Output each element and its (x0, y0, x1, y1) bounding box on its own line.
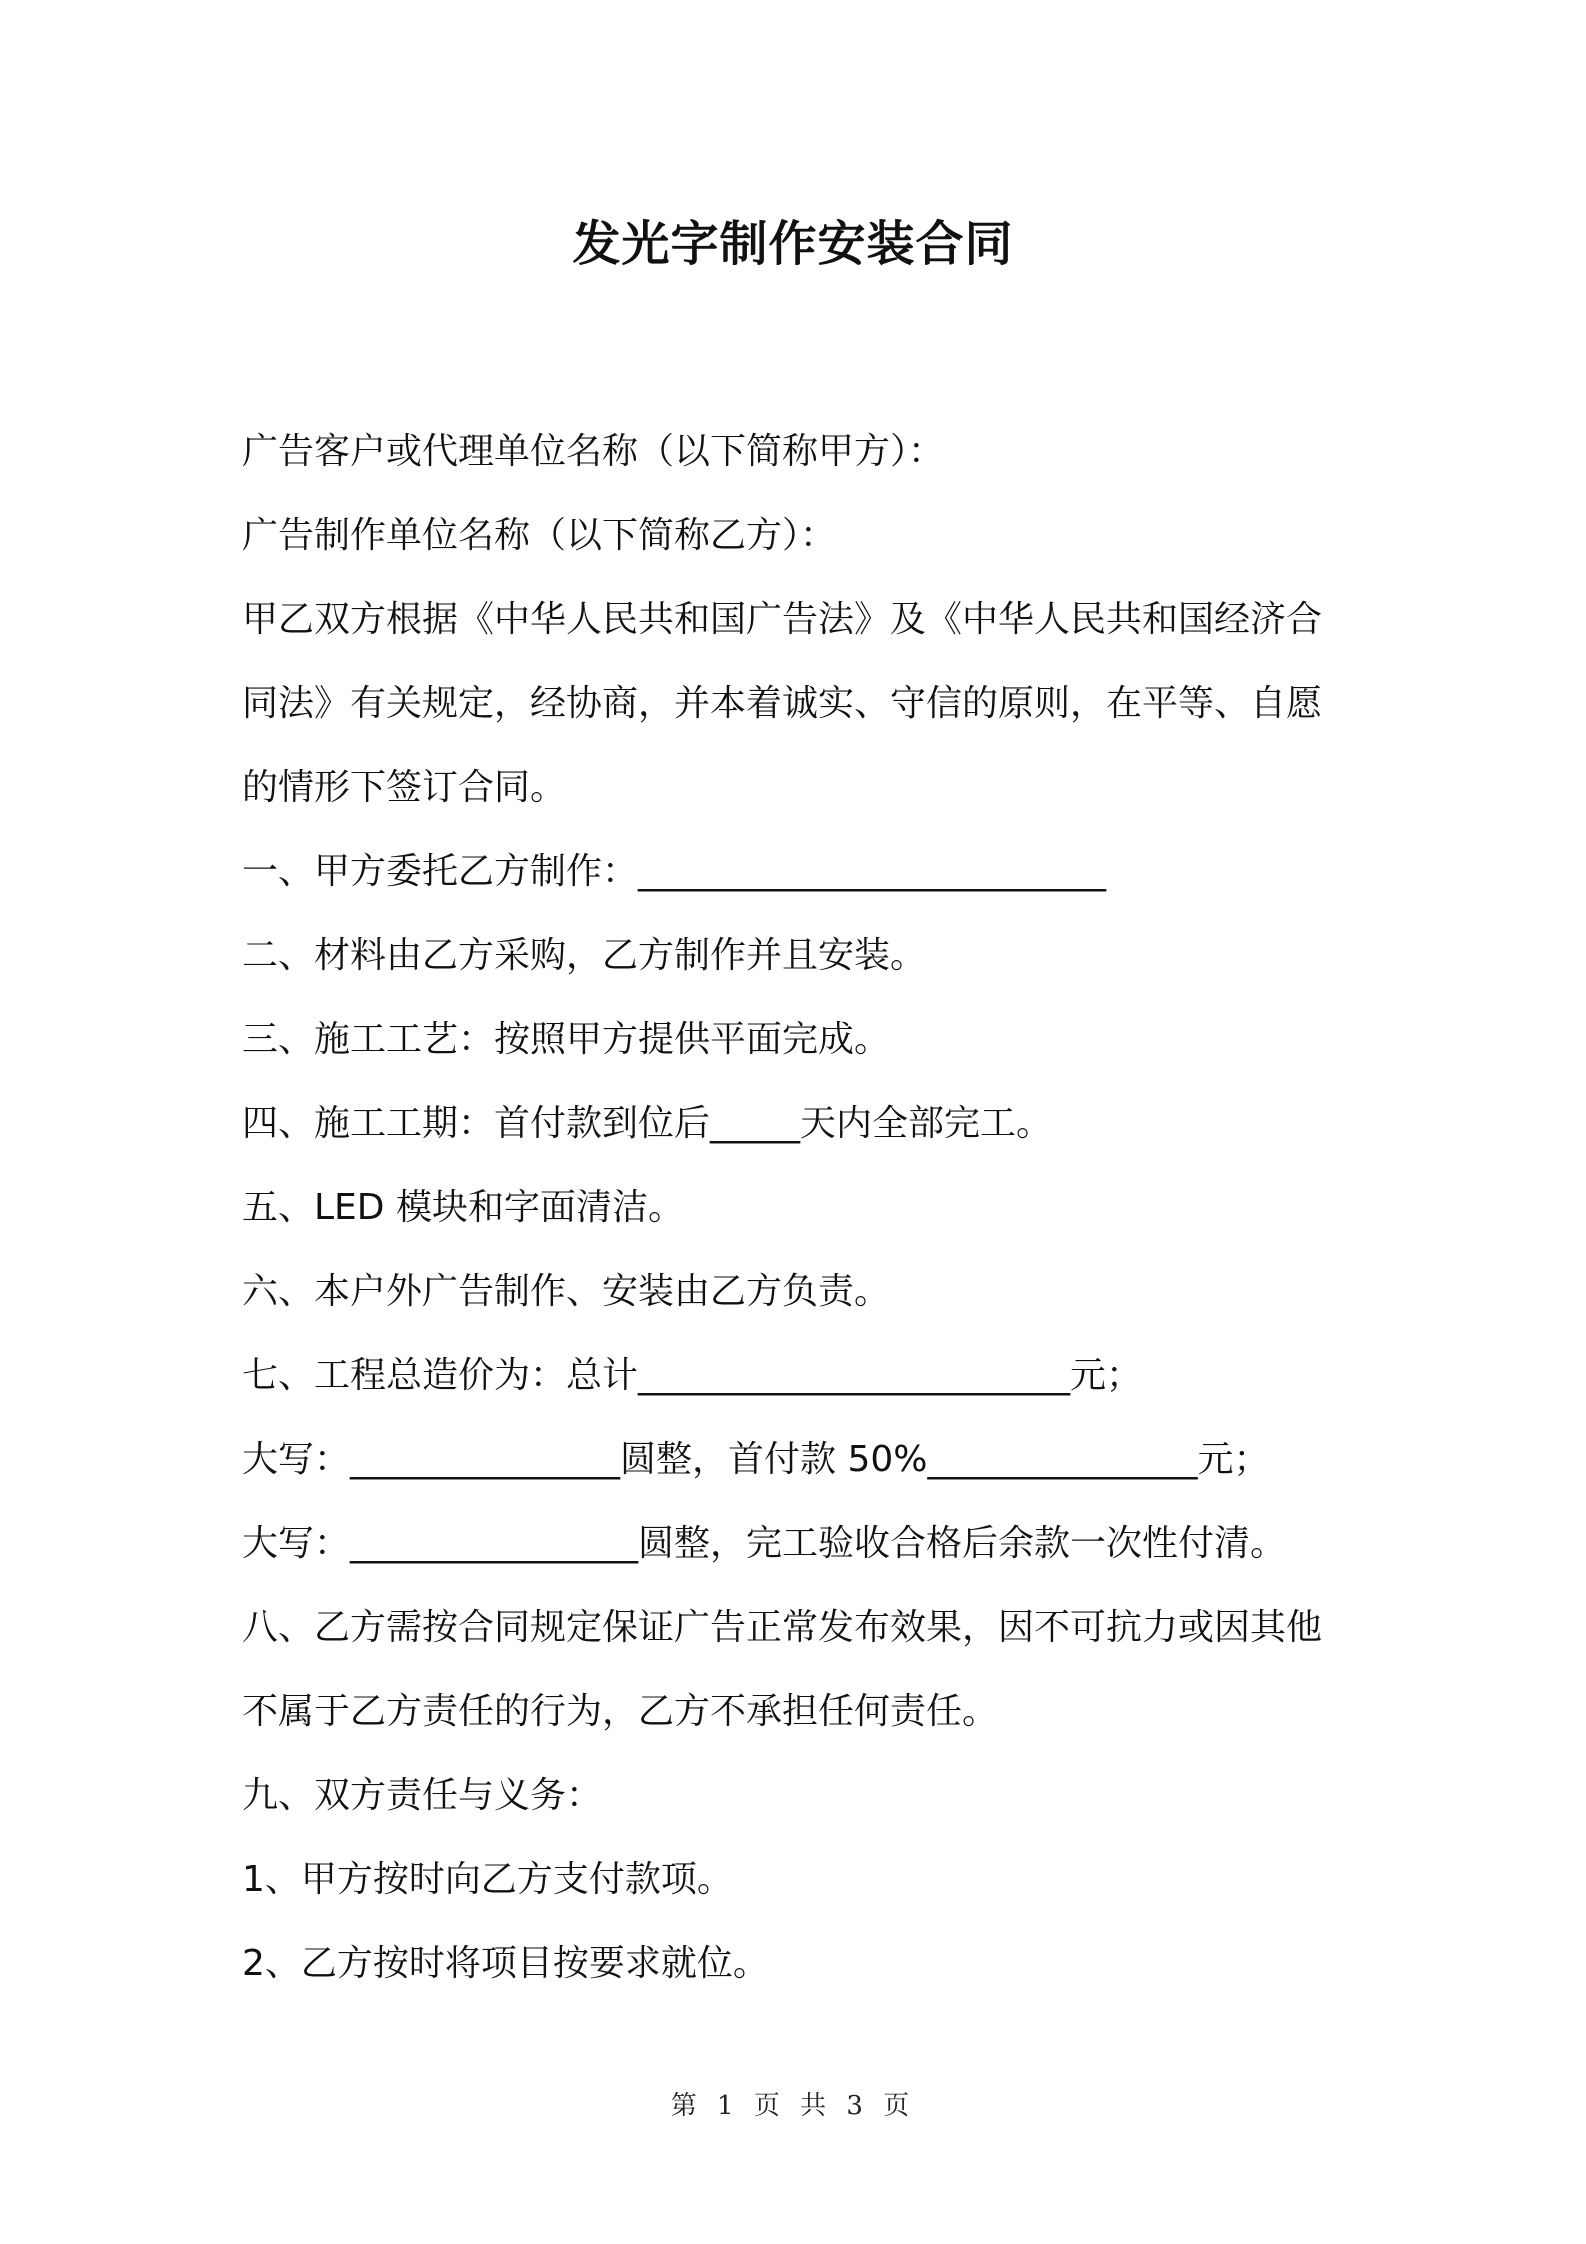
document-title: 发光字制作安装合同 (572, 216, 1014, 272)
paragraph-preamble-line-3: 的情形下签订合同。 (242, 767, 567, 808)
paragraph-party-b: 广告制作单位名称（以下简称乙方）： (242, 515, 837, 556)
paragraph-party-a: 广告客户或代理单位名称（以下简称甲方）： (242, 431, 945, 472)
clause-6: 六、本户外广告制作、安装由乙方负责。 (242, 1271, 891, 1312)
clause-4: 四、施工工期：首付款到位后_____天内全部完工。 (242, 1103, 1053, 1144)
clause-7-amount-line-1: 大写：_______________圆整，首付款 50%_______________元； (242, 1439, 1270, 1480)
clause-1: 一、甲方委托乙方制作：__________________________ (242, 851, 1107, 892)
page-footer: 第 1 页 共 3 页 (670, 2091, 916, 2121)
paragraph-preamble-line-2: 同法》有关规定，经协商，并本着诚实、守信的原则，在平等、自愿 (242, 683, 1323, 724)
clause-7: 七、工程总造价为：总计________________________元； (242, 1355, 1143, 1396)
clause-9-item-1: 1、甲方按时向乙方支付款项。 (242, 1859, 733, 1900)
clause-5: 五、LED 模块和字面清洁。 (242, 1187, 684, 1228)
clause-8-line-2: 不属于乙方责任的行为，乙方不承担任何责任。 (242, 1691, 999, 1732)
clause-9-item-2: 2、乙方按时将项目按要求就位。 (242, 1943, 769, 1984)
document-body (242, 410, 1362, 2006)
clause-8-line-1: 八、乙方需按合同规定保证广告正常发布效果，因不可抗力或因其他 (242, 1607, 1323, 1648)
clause-7-amount-line-2: 大写：________________圆整，完工验收合格后余款一次性付清。 (242, 1523, 1287, 1564)
clause-9: 九、双方责任与义务： (242, 1775, 603, 1816)
clause-2: 二、材料由乙方采购，乙方制作并且安装。 (242, 935, 927, 976)
clause-3: 三、施工工艺：按照甲方提供平面完成。 (242, 1019, 891, 1060)
paragraph-preamble-line-1: 甲乙双方根据《中华人民共和国广告法》及《中华人民共和国经济合 (242, 599, 1323, 640)
